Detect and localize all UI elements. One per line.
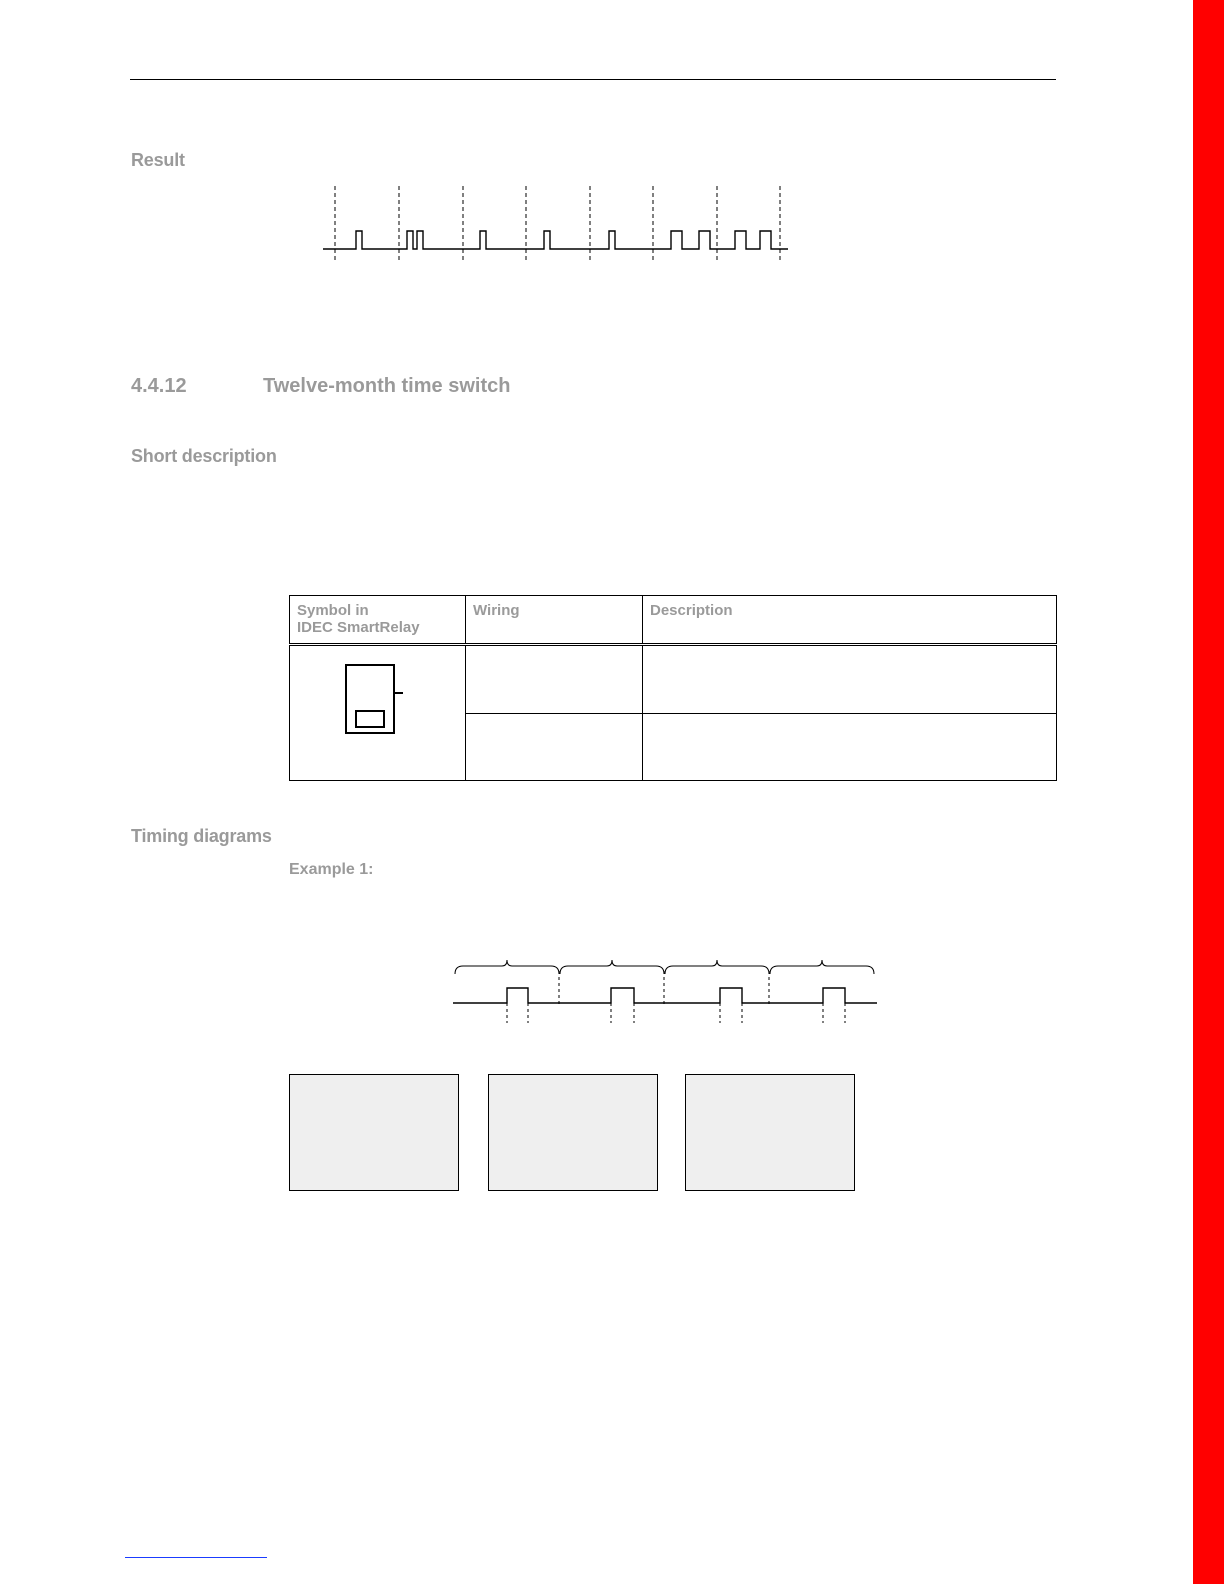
result-signal-trace: [323, 231, 788, 249]
result-pulse-diagram: [318, 182, 798, 267]
result-interval-markers: [335, 186, 780, 262]
brace: [455, 960, 559, 974]
footer-link-underline[interactable]: [125, 1557, 267, 1558]
description-cell: [643, 645, 1057, 714]
symbol-inner-box: [355, 710, 385, 728]
brace: [560, 960, 664, 974]
example-1-timing-diagram: [450, 955, 880, 1025]
timing-diagrams-heading: Timing diagrams: [131, 826, 272, 846]
description-cell: [643, 713, 1057, 781]
symbol-cell: [290, 645, 466, 781]
wiring-cell: [466, 713, 643, 781]
header-wiring: Wiring: [466, 596, 643, 645]
parameter-panel-3: [685, 1074, 855, 1191]
function-block-table: [289, 595, 1057, 781]
result-heading: Result: [131, 150, 185, 170]
example-1-signal-trace: [453, 988, 877, 1003]
short-description-heading: Short description: [131, 446, 277, 466]
section-number: 4.4.12: [131, 375, 187, 397]
table-header-row: [290, 596, 1057, 645]
brace: [665, 960, 769, 974]
section-title: Twelve-month time switch: [263, 375, 511, 397]
function-block-symbol: [345, 664, 395, 734]
table-row: [290, 645, 1057, 714]
top-rule: [130, 79, 1056, 80]
pulse-edge-markers: [507, 1003, 845, 1023]
example-1-label: Example 1:: [289, 861, 374, 878]
parameter-panel-1: [289, 1074, 459, 1191]
brace: [770, 960, 874, 974]
symbol-output-line: [395, 692, 403, 694]
parameter-panel-2: [488, 1074, 658, 1191]
page-edge-bar: [1193, 0, 1224, 1584]
wiring-cell: [466, 645, 643, 714]
header-symbol: Symbol in IDEC SmartRelay: [290, 596, 466, 645]
header-description: Description: [643, 596, 1057, 645]
